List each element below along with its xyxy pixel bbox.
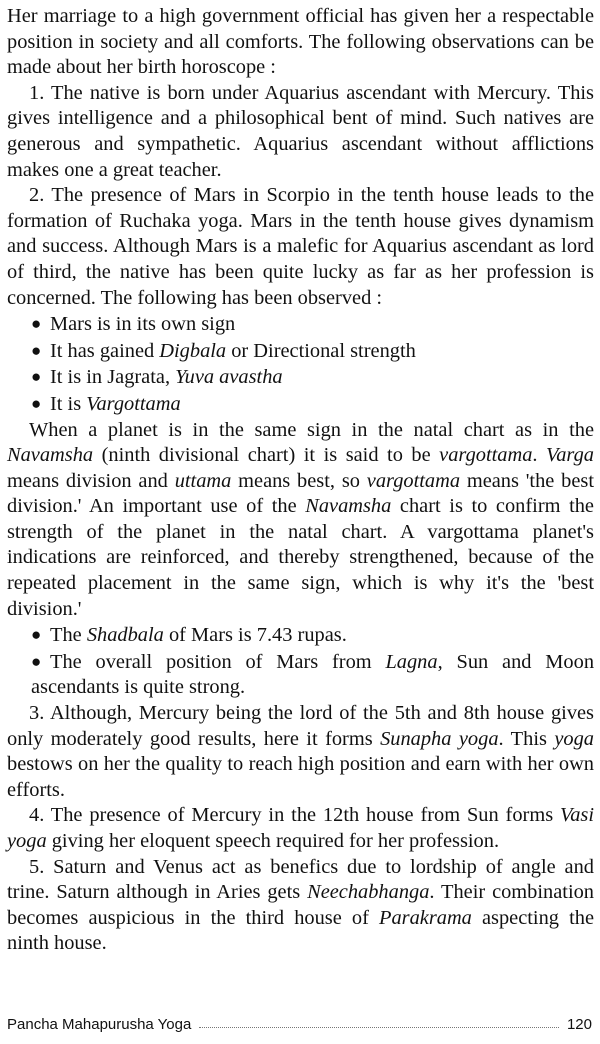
bullet-item: ● Mars is in its own sign <box>31 313 236 336</box>
vargottama-paragraph: When a planet is in the same sign in the natal chart as in the Navamsha (ninth divisional chart) it is said to be vargottama. Varga means division and uttama means best, so vargottama means 'the best division.' An important use of the Navamsha chart is to confirm the strength of the planet in the natal chart. A vargottama planet's indications are reinforced, and thereby strengthened, because of the repeated placement in the same sign, which is why it's the 'best division.' <box>7 418 594 620</box>
intro-paragraph: Her marriage to a high government official has given her a respectable position in society and all comforts. The following observations can be made about her birth horoscope : <box>7 5 594 79</box>
bullet-icon: ● <box>31 367 42 387</box>
observation-4: 4. The presence of Mercury in the 12th house from Sun forms Vasi yoga giving her eloquent speech required for her profession. <box>7 804 594 852</box>
observation-1: 1. The native is born under Aquarius ascendant with Mercury. This gives intelligence and a philosophical bent of mind. Such natives are generous and sympathetic. Aquarius ascendant without afflictions makes one a great teacher. <box>7 81 594 181</box>
bullet-item: ● The Shadbala of Mars is 7.43 rupas. <box>31 624 347 647</box>
running-title: Pancha Mahapurusha Yoga <box>7 1016 192 1033</box>
bullet-item: ● It has gained Digbala or Directional strength <box>31 339 416 362</box>
bullet-item: ● The overall position of Mars from Lagna, Sun and Moon ascendants is quite strong. <box>31 650 595 699</box>
bullet-icon: ● <box>31 625 42 645</box>
dotted-leader <box>199 1027 559 1028</box>
observation-3: 3. Although, Mercury being the lord of the 5th and 8th house gives only moderately good results, here it forms Sunapha yoga. This yoga bestows on her the quality to reach high position and earn with her own efforts. <box>7 702 594 801</box>
bullet-icon: ● <box>31 314 42 334</box>
page-body <box>7 4 594 957</box>
page-footer <box>7 1016 592 1033</box>
bullet-item: ● It is Vargottama <box>31 392 181 415</box>
observation-5: 5. Saturn and Venus act as benefics due to lordship of angle and trine. Saturn although in Aries gets Neechabhanga. Their combination becomes auspicious in the third house of Parakrama aspecting the ninth house. <box>7 855 594 955</box>
bullet-icon: ● <box>31 651 42 671</box>
page-number: 120 <box>566 1016 592 1033</box>
bullet-icon: ● <box>31 393 42 413</box>
bullet-icon: ● <box>31 340 42 360</box>
bullet-item: ● It is in Jagrata, Yuva avastha <box>31 366 283 389</box>
observation-2: 2. The presence of Mars in Scorpio in the tenth house leads to the formation of Ruchaka yoga. Mars in the tenth house gives dynamism and success. Although Mars is a malefic for Aquarius ascendant as lord of third, the native has been quite lucky as far as her profession is concerned. The following has been observed : <box>7 184 594 309</box>
